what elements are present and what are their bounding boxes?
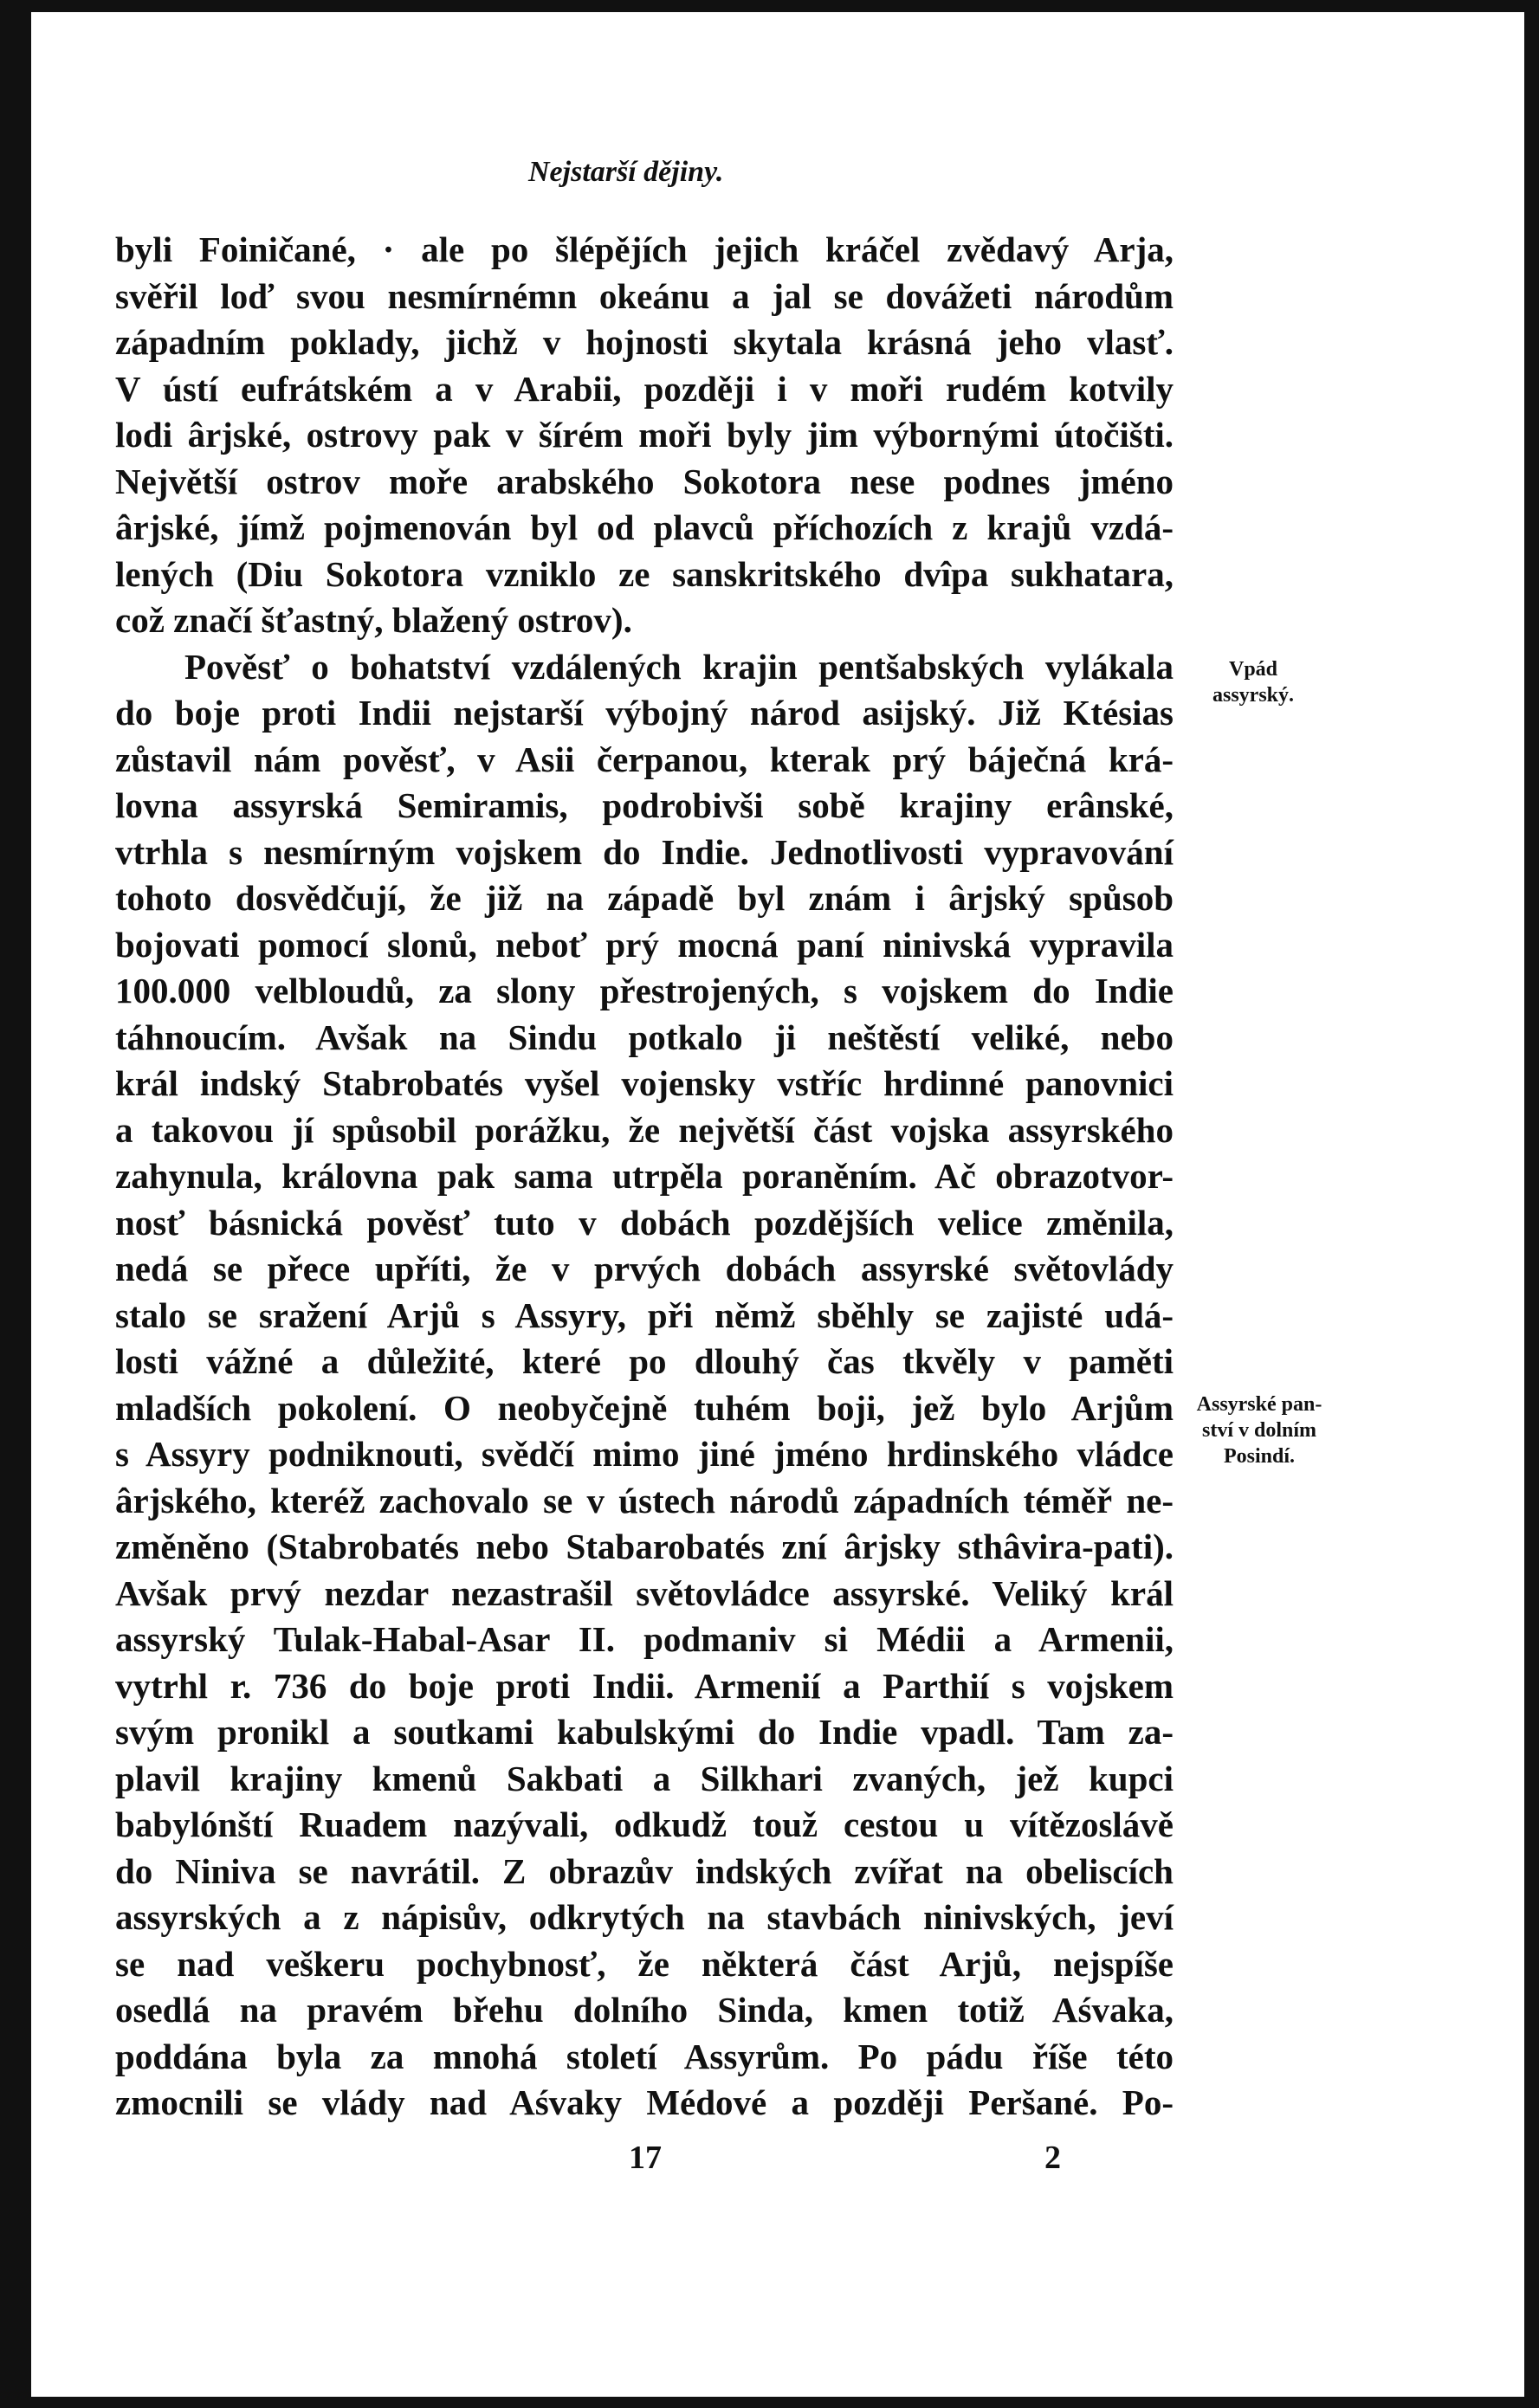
text-line-21: zahynula, královna pak sama utrpěla poraněním. Ač obrazotvor- [115, 1156, 1174, 1196]
signature-mark: 2 [1044, 2140, 1061, 2176]
text-line-31: assyrský Tulak-Habal-Asar II. podmaniv si Médii a Armenii, [115, 1619, 1174, 1659]
scan-border-left [0, 0, 31, 2408]
text-line-38: se nad veškeru pochybnosť, že některá část Arjů, nejspíše [115, 1943, 1174, 1984]
margin-note-line: assyrský. [1212, 684, 1295, 707]
text-line-9: což značí šťastný, blažený ostrov). [115, 600, 632, 640]
text-line-15: tohoto dosvědčují, že již na západě byl znám i ârjský spůsob [115, 878, 1174, 918]
text-line-4: V ústí eufrátském a v Arabii, později i v moři rudém kotvily [115, 368, 1174, 409]
margin-note-line: Posindí. [1223, 1445, 1296, 1468]
text-line-35: babylónští Ruadem nazývali, odkudž touž cestou u vítězoslávě [115, 1804, 1174, 1844]
text-line-40: poddána byla za mnohá století Assyrům. Po pádu říše této [115, 2036, 1174, 2076]
text-line-25: losti vážné a důležité, které po dlouhý čas tkvěly v paměti [115, 1341, 1174, 1381]
text-line-23: nedá se přece upříti, že v prvých dobách assyrské světovlády [115, 1249, 1174, 1288]
text-line-37: assyrských a z nápisův, odkrytých na stavbách ninivských, jeví [115, 1897, 1174, 1937]
text-line-10: Pověsť o bohatství vzdálených krajin pentšabských vylákala [184, 646, 1174, 687]
text-line-36: do Niniva se navrátil. Z obrazův indských zvířat na obeliscích [115, 1850, 1174, 1891]
text-line-7: ârjské, jímž pojmenován byl od plavců příchozích z krajů vzdá- [115, 507, 1174, 547]
text-line-19: král indský Stabrobatés vyšel vojensky vstříc hrdinné panovnici [115, 1063, 1174, 1103]
text-line-13: lovna assyrská Semiramis, podrobivši sobě krajiny erânské, [115, 785, 1174, 825]
text-line-1: byli Foiničané, · ale po šlépějích jejich kráčel zvědavý Arja, [115, 229, 1174, 269]
text-line-24: stalo se sražení Arjů s Assyry, při němž sběhly se zajisté udá- [115, 1294, 1174, 1335]
text-line-16: bojovati pomocí slonů, neboť prý mocná paní ninivská vypravila [115, 924, 1174, 965]
scan-border-bottom [0, 2397, 1539, 2408]
text-line-18: táhnoucím. Avšak na Sindu potkalo ji neštěstí veliké, nebo [115, 1017, 1174, 1057]
margin-note-assyrian-rule [1185, 1391, 1334, 1469]
margin-note-line: ství v dolním [1201, 1419, 1317, 1442]
text-line-11: do boje proti Indii nejstarší výbojný národ asijský. Již Ktésias [115, 693, 1174, 733]
text-line-39: osedlá na pravém břehu dolního Sinda, kmen totiž Aśvaka, [115, 1990, 1174, 2030]
text-line-41: zmocnili se vlády nad Aśvaky Médové a později Peršané. Po- [115, 2082, 1174, 2122]
body-text [115, 227, 1174, 2127]
text-line-8: lených (Diu Sokotora vzniklo ze sanskritského dvîpa sukhatara, [115, 553, 1174, 594]
scan-border-right [1524, 0, 1539, 2408]
running-head: Nejstarší dějiny. [528, 156, 724, 188]
scan-border-top [0, 0, 1539, 12]
text-line-22: nosť básnická pověsť tuto v dobách pozdějších velice změnila, [115, 1202, 1174, 1243]
margin-note-invasion [1197, 656, 1309, 708]
text-line-12: zůstavil nám pověsť, v Asii čerpanou, kterak prý báječná krá- [115, 739, 1174, 779]
margin-note-line: Vpád [1228, 658, 1278, 681]
text-line-30: Avšak prvý nezdar nezastrašil světovládce assyrské. Veliký král [115, 1572, 1174, 1613]
text-line-20: a takovou jí spůsobil porážku, že největší část vojska assyrského [115, 1109, 1174, 1150]
text-line-32: vytrhl r. 736 do boje proti Indii. Armenií a Parthií s vojskem [115, 1665, 1174, 1706]
text-line-26: mladších pokolení. O neobyčejně tuhém boji, jež bylo Arjům [115, 1387, 1174, 1428]
text-line-6: Největší ostrov moře arabského Sokotora nese podnes jméno [115, 461, 1174, 501]
text-line-14: vtrhla s nesmírným vojskem do Indie. Jednotlivosti vypravování [115, 831, 1174, 872]
text-line-5: lodi ârjské, ostrovy pak v šírém moři byly jim výbornými útočišti. [115, 415, 1174, 455]
text-line-34: plavil krajiny kmenů Sakbati a Silkhari zvaných, jež kupci [115, 1758, 1174, 1798]
text-line-3: západním poklady, jichž v hojnosti skytala krásná jeho vlasť. [115, 322, 1174, 362]
text-line-33: svým pronikl a soutkami kabulskými do Indie vpadl. Tam za- [115, 1712, 1174, 1752]
page-number: 17 [629, 2140, 662, 2176]
text-line-17: 100.000 velbloudů, za slony přestrojených, s vojskem do Indie [115, 971, 1174, 1010]
margin-note-line: Assyrské pan- [1196, 1393, 1322, 1416]
text-line-27: s Assyry podniknouti, svědčí mimo jiné jméno hrdinského vládce [115, 1434, 1174, 1474]
text-line-2: svěřil loď svou nesmírnémn okeánu a jal se dovážeti národům [115, 275, 1174, 316]
text-line-29: změněno (Stabrobatés nebo Stabarobatés zní ârjsky sthâvira-pati). [115, 1527, 1174, 1566]
text-line-28: ârjského, kteréž zachovalo se v ústech národů západních téměř ne- [115, 1480, 1174, 1520]
